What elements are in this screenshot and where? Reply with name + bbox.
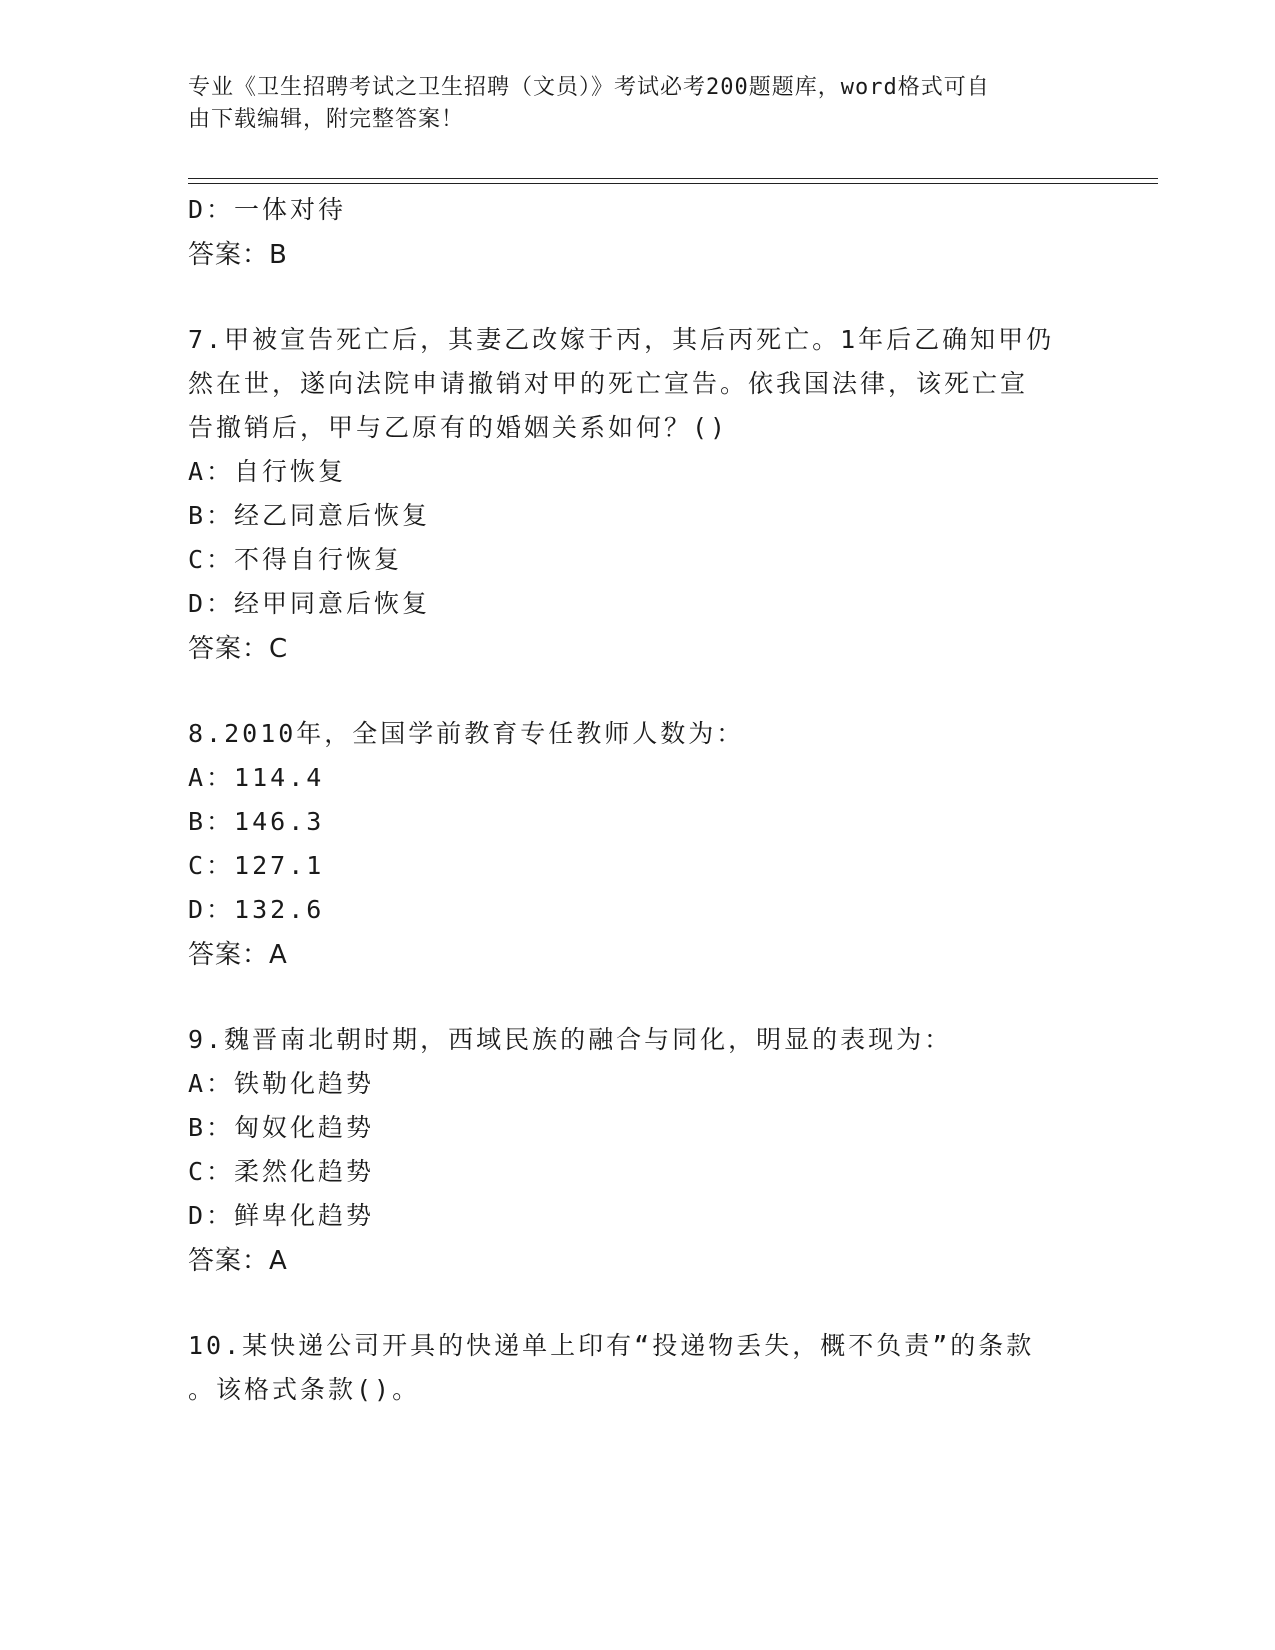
answer-line: 答案：A [188,1246,288,1276]
option-line: B：146.3 [188,807,325,836]
question-line: 8.2010年，全国学前教育专任教师人数为： [188,719,745,748]
header-line-2: 由下载编辑，附完整答案！ [188,107,465,132]
question-line: 7.甲被宣告死亡后，其妻乙改嫁于丙，其后丙死亡。1年后乙确知甲仍 [188,325,1055,354]
question-line: 。该格式条款()。 [188,1375,421,1404]
question-line: 然在世，遂向法院申请撤销对甲的死亡宣告。依我国法律，该死亡宣 [188,369,1029,398]
option-line: A：114.4 [188,763,325,792]
question-line: 告撤销后，甲与乙原有的婚姻关系如何？() [188,413,729,442]
option-line: C：不得自行恢复 [188,545,403,574]
option-line: C：127.1 [188,851,325,880]
answer-line: 答案：B [188,240,288,270]
option-line: D：一体对待 [188,195,347,224]
option-line: B：经乙同意后恢复 [188,501,431,530]
header-divider-bottom [188,183,1158,184]
document-header [188,72,1068,136]
option-line: A：自行恢复 [188,457,347,486]
answer-line: 答案：A [188,940,288,970]
option-line: D：经甲同意后恢复 [188,589,431,618]
option-line: C：柔然化趋势 [188,1157,375,1186]
question-line: 10.某快递公司开具的快递单上印有“投递物丢失，概不负责”的条款 [188,1331,1035,1360]
option-line: D：鲜卑化趋势 [188,1201,375,1230]
header-divider-top [188,178,1158,179]
option-line: D：132.6 [188,895,325,924]
answer-line: 答案：C [188,634,289,664]
question-line: 9.魏晋南北朝时期，西域民族的融合与同化，明显的表现为： [188,1025,953,1054]
option-line: B：匈奴化趋势 [188,1113,375,1142]
option-line: A：铁勒化趋势 [188,1069,375,1098]
header-line-1: 专业《卫生招聘考试之卫生招聘（文员）》考试必考200题题库，word格式可自 [188,75,990,100]
